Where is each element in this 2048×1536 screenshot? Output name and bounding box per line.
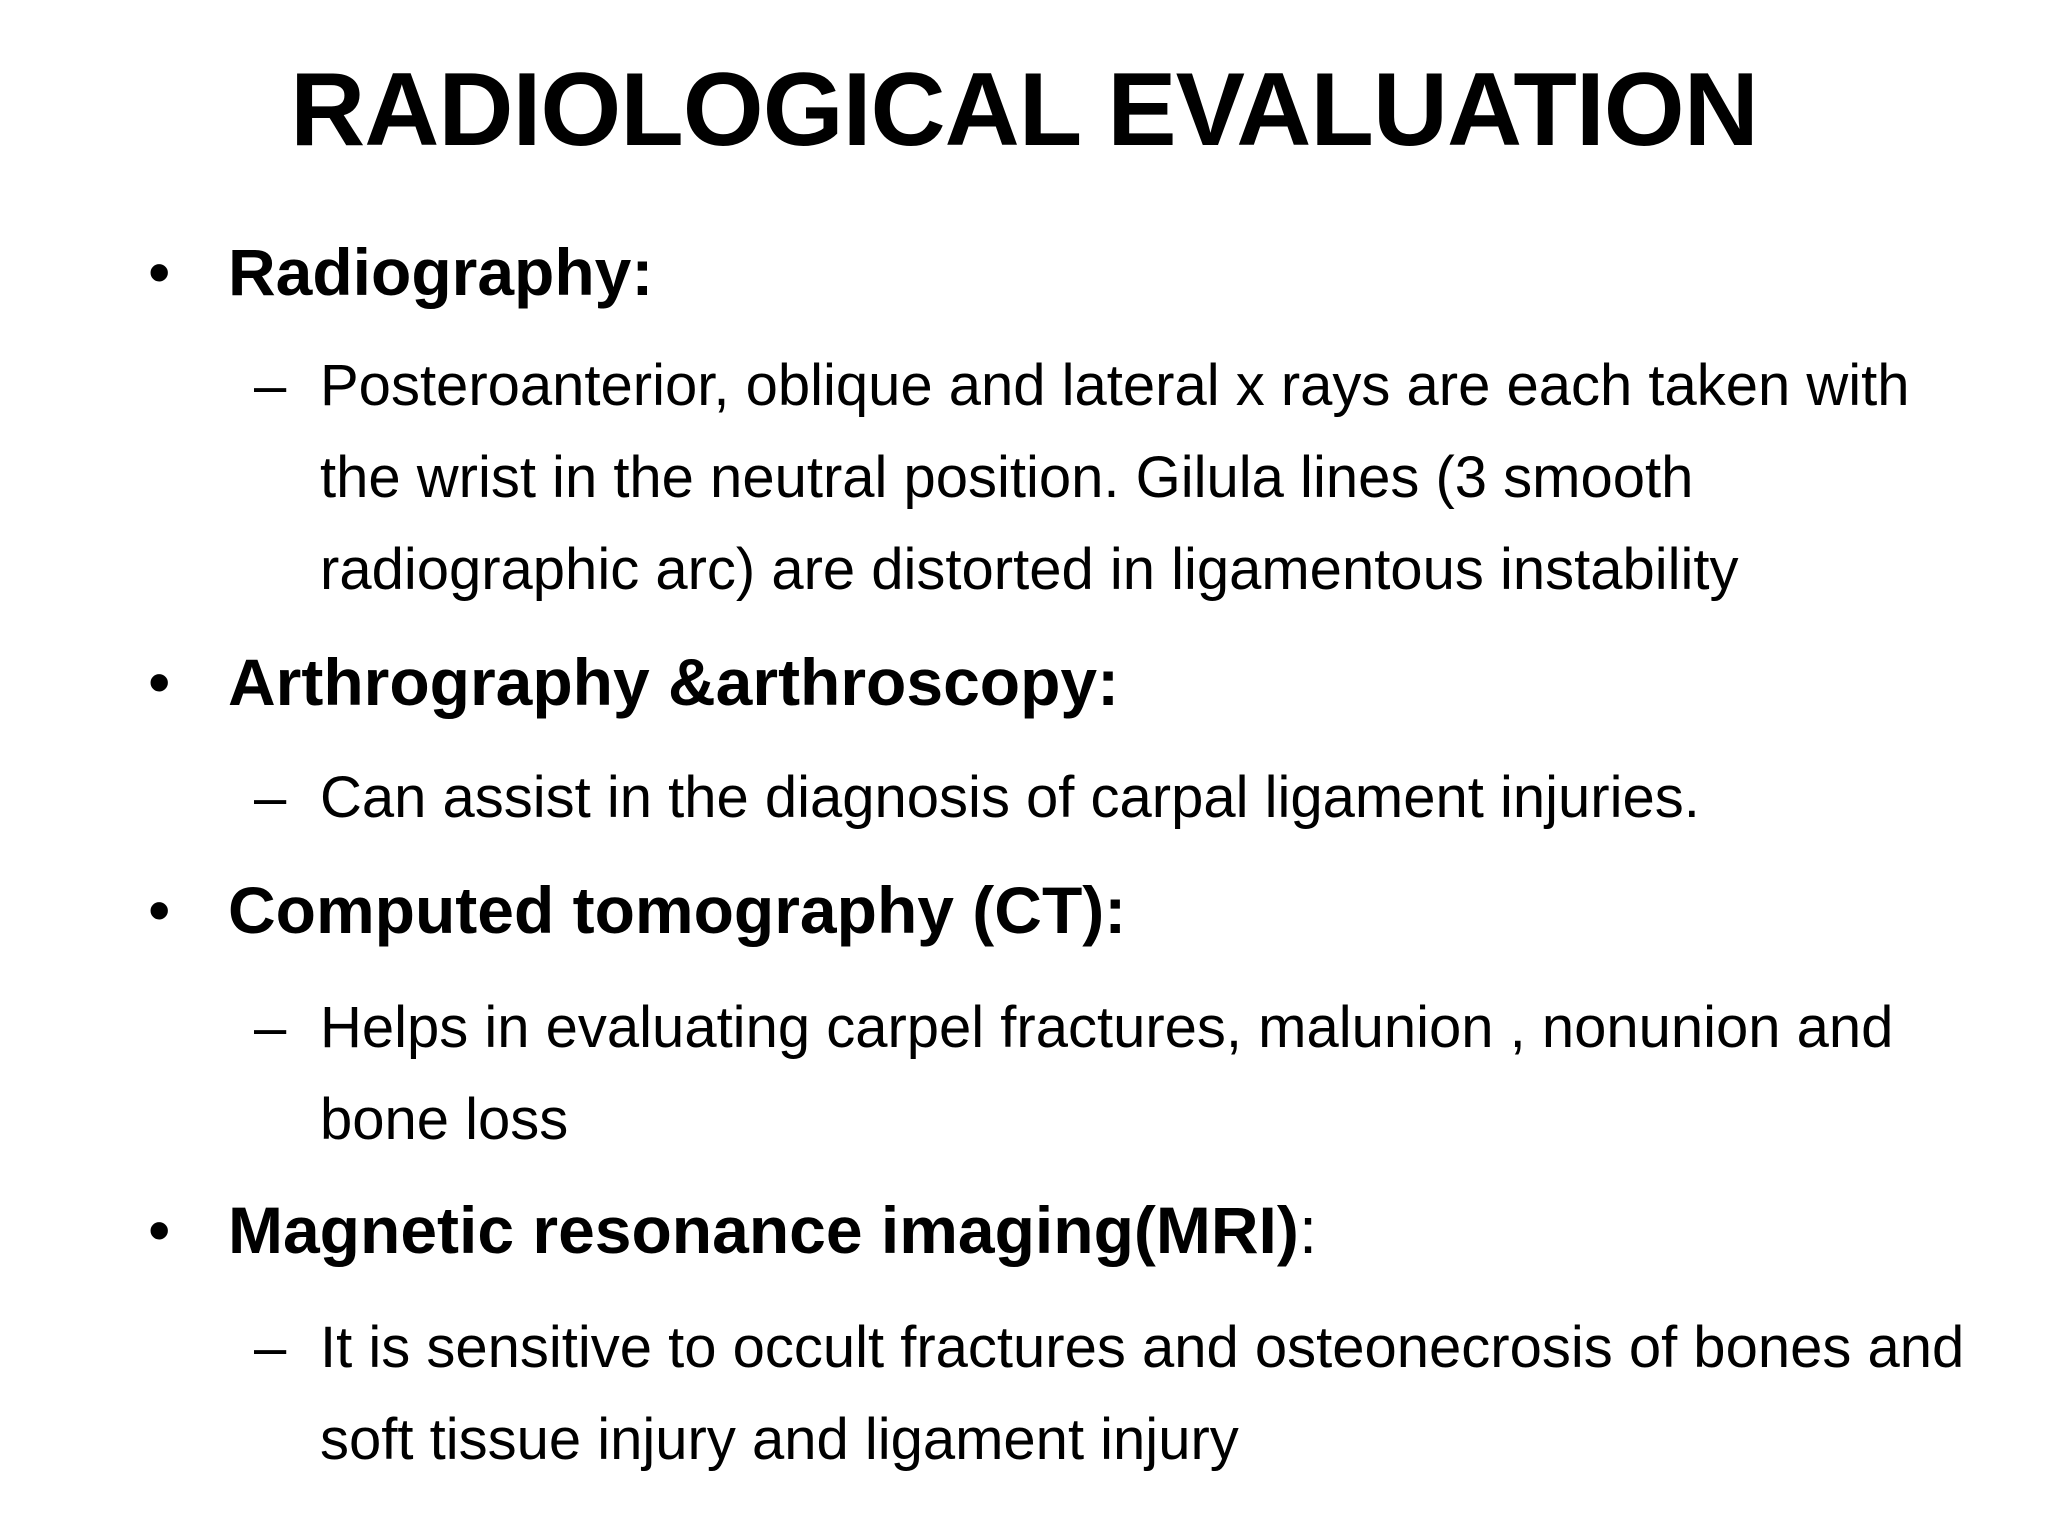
bullet-icon: •: [148, 1194, 171, 1266]
sub-item-text: Posteroanterior, oblique and lateral x rays are each taken with the wrist in the neutral position. Gilula lines (3 smooth radiographic arc) are distorted in ligamentous instability: [320, 353, 1910, 602]
dash-icon: –: [254, 353, 287, 418]
slide-title: RADIOLOGICAL EVALUATION: [290, 52, 1758, 168]
sub-item-text: Helps in evaluating carpel fractures, malunion , nonunion and bone loss: [320, 995, 1894, 1152]
dash-icon: –: [254, 995, 287, 1060]
bullet-icon: •: [148, 236, 171, 308]
sub-item-text: It is sensitive to occult fractures and osteonecrosis of bones and soft tissue injury and ligament injury: [320, 1315, 1965, 1472]
bullet-icon: •: [148, 874, 171, 946]
bullet-heading: Magnetic resonance imaging(MRI):: [228, 1193, 1318, 1267]
bullet-heading: Computed tomography (CT):: [228, 873, 1127, 947]
dash-icon: –: [254, 1315, 287, 1380]
bullet-icon: •: [148, 646, 171, 718]
sub-item-text: Can assist in the diagnosis of carpal ligament injuries.: [320, 765, 1700, 830]
bullet-heading: Arthrography &arthroscopy:: [228, 645, 1120, 719]
bullet-heading: Radiography:: [228, 235, 654, 309]
dash-icon: –: [254, 765, 287, 830]
